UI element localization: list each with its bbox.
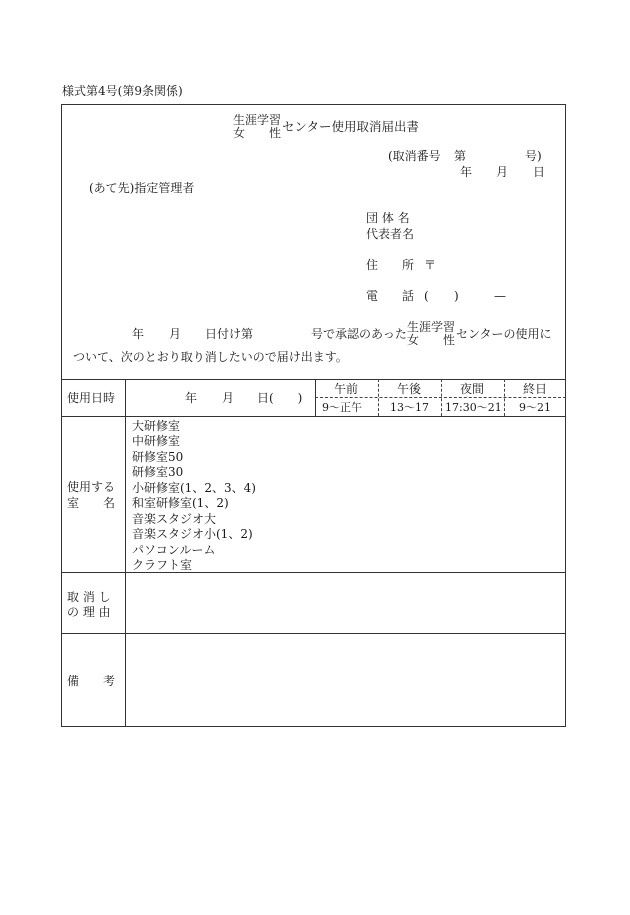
room-item: 和室研修室(1、2) bbox=[132, 496, 229, 510]
datetime-row-bottom bbox=[61, 416, 566, 417]
body-year: 年 bbox=[132, 327, 145, 341]
room-item: 音楽スタジオ小(1、2) bbox=[132, 527, 253, 541]
postal-mark: 〒 bbox=[424, 258, 437, 272]
addressee: (あて先)指定管理者 bbox=[89, 181, 195, 195]
slot-sep-1 bbox=[378, 379, 379, 416]
phone-paren-close: ) bbox=[454, 289, 459, 303]
body-month: 月 bbox=[169, 327, 182, 341]
datetime-month: 月 bbox=[222, 391, 235, 405]
room-item: 小研修室(1、2、3、4) bbox=[132, 481, 256, 495]
slot-sep-2 bbox=[441, 379, 442, 416]
slot-name-allday: 終日 bbox=[523, 382, 548, 396]
representative-label: 代表者名 bbox=[366, 227, 415, 241]
room-item: 音楽スタジオ大 bbox=[132, 512, 217, 526]
room-item: 中研修室 bbox=[132, 434, 181, 448]
remarks-label: 備 考 bbox=[67, 674, 116, 688]
slot-time-night: 17:30～21 bbox=[445, 401, 502, 414]
form-number: 様式第4号(第9条関係) bbox=[62, 84, 183, 98]
body-stack bbox=[407, 321, 455, 347]
cancel-number-go: 号) bbox=[525, 149, 542, 163]
phone-label: 電 話 bbox=[366, 289, 415, 303]
reason-label-line-2: の 理 由 bbox=[67, 605, 111, 619]
slot-name-afternoon: 午後 bbox=[397, 382, 422, 396]
body-stack-bottom: 女 性 bbox=[407, 333, 456, 347]
phone-paren-open: ( bbox=[424, 289, 429, 303]
title-stack bbox=[233, 114, 281, 140]
room-label-line-2: 室 名 bbox=[67, 496, 116, 510]
slot-name-night: 夜間 bbox=[460, 382, 485, 396]
slot-time-morning: 9～正午 bbox=[322, 401, 362, 414]
date-year: 年 bbox=[460, 165, 473, 179]
body-stack-top: 生涯学習 bbox=[407, 320, 456, 334]
reason-row-bottom bbox=[61, 633, 566, 634]
date-month: 月 bbox=[496, 165, 509, 179]
cancel-number-dai: 第 bbox=[454, 149, 467, 163]
group-name-label: 団 体 名 bbox=[366, 211, 410, 225]
address-label: 住 所 bbox=[366, 258, 415, 272]
datetime-label: 使用日時 bbox=[67, 391, 116, 405]
title-stack-top: 生涯学習 bbox=[233, 113, 282, 127]
body-line-2: ついて、次のとおり取り消したいので届け出ます。 bbox=[73, 350, 348, 364]
title-stack-bottom: 女 性 bbox=[233, 126, 282, 140]
rooms-row-bottom bbox=[61, 572, 566, 573]
phone-dash: — bbox=[494, 289, 506, 303]
room-item: クラフト室 bbox=[132, 558, 193, 572]
slot-name-morning: 午前 bbox=[334, 382, 359, 396]
form-title: センター使用取消届出書 bbox=[282, 119, 420, 134]
datetime-day: 日( ) bbox=[257, 391, 303, 405]
slot-sep-3 bbox=[504, 379, 505, 416]
body-date-suffix: 日付け第 bbox=[205, 327, 254, 341]
room-item: 大研修室 bbox=[132, 419, 181, 433]
datetime-year: 年 bbox=[185, 391, 198, 405]
body-approval-text: 号で承認のあった bbox=[311, 327, 407, 341]
room-item: 研修室30 bbox=[132, 465, 184, 479]
body-center-use: センターの使用に bbox=[456, 327, 552, 341]
slot-time-afternoon: 13～17 bbox=[390, 401, 429, 414]
date-day: 日 bbox=[533, 165, 546, 179]
slot-time-allday: 9～21 bbox=[519, 401, 551, 414]
label-column-divider bbox=[125, 379, 126, 727]
room-item: 研修室50 bbox=[132, 450, 184, 464]
room-item: パソコンルーム bbox=[132, 543, 216, 557]
reason-label-line-1: 取 消 し bbox=[67, 590, 111, 604]
cancel-number-label: (取消番号 bbox=[388, 149, 441, 163]
table-top-divider bbox=[61, 379, 566, 380]
room-label-line-1: 使用する bbox=[67, 480, 116, 494]
